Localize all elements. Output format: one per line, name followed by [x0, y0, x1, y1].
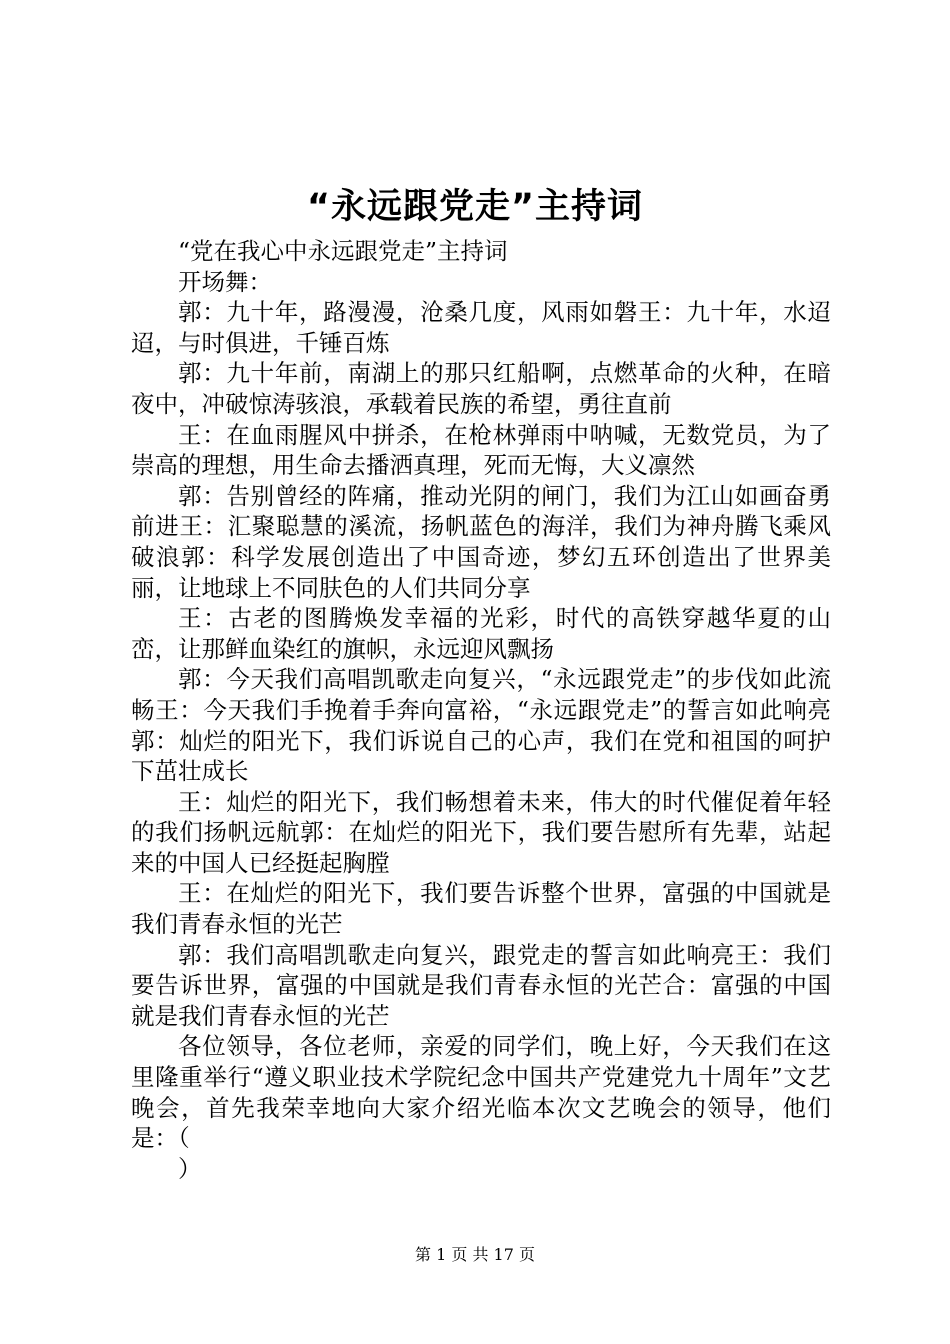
paragraph: 郭：今天我们高唱凯歌走向复兴，“永远跟党走”的步伐如此流畅王：今天我们手挽着手奔向富裕，“永远跟党走”的誓言如此响亮郭：灿烂的阳光下，我们诉说自己的心声，我们在党和祖国的呵护下茁壮成长: [131, 665, 831, 786]
paragraph: 郭：我们高唱凯歌走向复兴，跟党走的誓言如此响亮王：我们要告诉世界，富强的中国就是我们青春永恒的光芒合：富强的中国就是我们青春永恒的光芒: [131, 940, 831, 1030]
document-body: [131, 236, 831, 1184]
paragraph: “党在我心中永远跟党走”主持词: [178, 237, 508, 265]
document-title: “永远跟党走”主持词: [306, 187, 643, 227]
paragraph: 各位领导，各位老师，亲爱的同学们，晚上好，今天我们在这里隆重举行“遵义职业技术学院纪念中国共产党建党九十周年”文艺晚会，首先我荣幸地向大家介绍光临本次文艺晚会的领导，他们是：（: [131, 1032, 831, 1153]
paragraph: 郭：九十年前，南湖上的那只红船啊，点燃革命的火种，在暗夜中，冲破惊涛骇浪，承载着民族的希望，勇往直前: [131, 359, 831, 418]
paragraph: 王：在血雨腥风中拼杀，在枪林弹雨中呐喊，无数党员，为了崇高的理想，用生命去播洒真理，死而无悔，大义凛然: [131, 420, 831, 480]
paragraph: ）: [178, 1154, 202, 1183]
paragraph: 开场舞：: [178, 267, 272, 296]
paragraph: 郭：告别曾经的阵痛，推动光阴的闸门，我们为江山如画奋勇前进王：汇聚聪慧的溪流，扬帆蓝色的海洋，我们为神舟腾飞乘风破浪郭：科学发展创造出了中国奇迹，梦幻五环创造出了世界美丽，让地球上不同肤色的人们共同分享: [131, 481, 831, 602]
paragraph: 王：在灿烂的阳光下，我们要告诉整个世界，富强的中国就是我们青春永恒的光芒: [131, 879, 831, 939]
paragraph: 王：灿烂的阳光下，我们畅想着未来，伟大的时代催促着年轻的我们扬帆远航郭：在灿烂的阳光下，我们要告慰所有先辈，站起来的中国人已经挺起胸膛: [131, 787, 831, 877]
paragraph: 王：古老的图腾焕发幸福的光彩，时代的高铁穿越华夏的山峦，让那鲜血染红的旗帜，永远迎风飘扬: [131, 604, 831, 663]
page-footer: 第 1 页 共 17 页: [415, 1245, 535, 1264]
paragraph: 郭：九十年，路漫漫，沧桑几度，风雨如磐王：九十年，水迢迢，与时俱进，千锤百炼: [131, 298, 831, 357]
